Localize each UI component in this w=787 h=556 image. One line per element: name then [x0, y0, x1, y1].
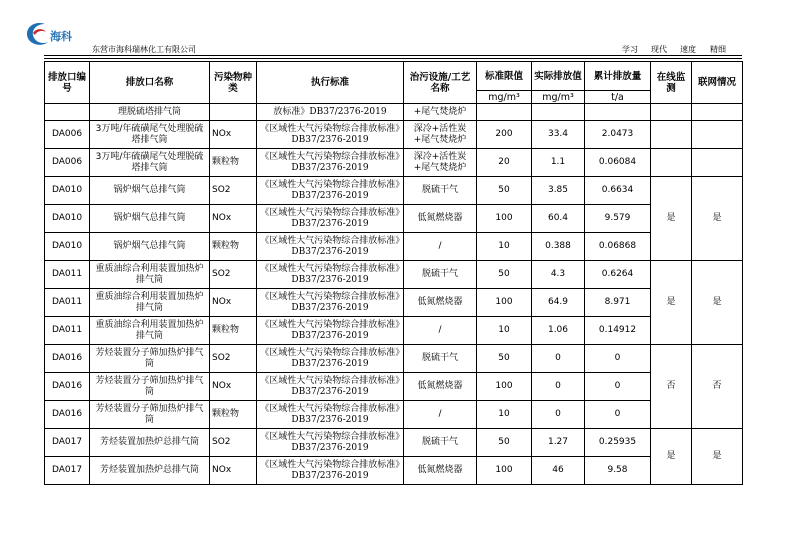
- cell-facility: 脱硫干气: [404, 345, 477, 373]
- cell-pollutant: SO2: [210, 261, 257, 289]
- cell-actual: 0.388: [532, 233, 585, 261]
- cell-name: 芳烃装置加热炉总排气筒: [90, 429, 210, 457]
- cell-actual: 0: [532, 373, 585, 401]
- cell-facility: 低氮燃烧器: [404, 205, 477, 233]
- table-row: [45, 345, 743, 373]
- cell-facility: /: [404, 233, 477, 261]
- cell-cumulative: 8.971: [585, 289, 651, 317]
- nav-item: 学习: [622, 45, 638, 54]
- cell-pollutant: 颗粒物: [210, 149, 257, 177]
- header-outlet-name: 排放口名称: [90, 62, 210, 104]
- table-row: [45, 149, 743, 177]
- unit-cumulative: t/a: [585, 91, 651, 104]
- header-pollutant: 污染物种类: [210, 62, 257, 104]
- cell-standard: 《区域性大气污染物综合排放标准》DB37/2376-2019: [257, 289, 404, 317]
- cell-cumulative: 9.58: [585, 457, 651, 485]
- cell-standard: 《区域性大气污染物综合排放标准》DB37/2376-2019: [257, 121, 404, 149]
- header-standard: 执行标准: [257, 62, 404, 104]
- cell-no: DA006: [45, 121, 90, 149]
- cell-name: 重质油综合利用装置加热炉排气筒: [90, 317, 210, 345]
- cell-no: DA017: [45, 429, 90, 457]
- cell-limit: 50: [477, 261, 532, 289]
- cell-facility: 低氮燃烧器: [404, 457, 477, 485]
- cell-standard: 《区域性大气污染物综合排放标准》DB37/2376-2019: [257, 457, 404, 485]
- cell-facility: 深冷+活性炭+尾气焚烧炉: [404, 121, 477, 149]
- cell-no: DA011: [45, 289, 90, 317]
- table-row: [45, 104, 743, 121]
- table-row: [45, 177, 743, 205]
- cell-facility: 深冷+活性炭+尾气焚烧炉: [404, 149, 477, 177]
- header-rule: [44, 58, 742, 59]
- table-row: [45, 457, 743, 485]
- nav-item: 现代: [651, 45, 667, 54]
- cell-cumulative: 0.06868: [585, 233, 651, 261]
- cell-facility: 低氮燃烧器: [404, 289, 477, 317]
- cell-cumulative: 0.06084: [585, 149, 651, 177]
- cell-cumulative: 0.25935: [585, 429, 651, 457]
- unit-limit: mg/m³: [477, 91, 532, 104]
- cell-name: 锅炉烟气总排气筒: [90, 205, 210, 233]
- cell-actual: 1.27: [532, 429, 585, 457]
- header-limit: 标准限值: [477, 62, 532, 91]
- cell-limit: 50: [477, 345, 532, 373]
- cell-network: 是: [692, 261, 743, 345]
- header-rule: [44, 55, 742, 56]
- header-cumulative: 累计排放量: [585, 62, 651, 91]
- cell-pollutant: SO2: [210, 177, 257, 205]
- cell-standard: 《区域性大气污染物综合排放标准》DB37/2376-2019: [257, 317, 404, 345]
- cell-actual: 64.9: [532, 289, 585, 317]
- cell-actual: 0: [532, 401, 585, 429]
- table-row: [45, 317, 743, 345]
- cell-standard: 《区域性大气污染物综合排放标准》DB37/2376-2019: [257, 345, 404, 373]
- cell-standard: 《区域性大气污染物综合排放标准》DB37/2376-2019: [257, 401, 404, 429]
- cell-facility: /: [404, 401, 477, 429]
- cell-cumulative: 9.579: [585, 205, 651, 233]
- header-facility: 治污设施/工艺名称: [404, 62, 477, 104]
- cell-name: 理脱硫塔排气筒: [90, 104, 210, 121]
- cell-pollutant: NOx: [210, 205, 257, 233]
- header-online: 在线监测: [651, 62, 692, 104]
- header-network: 联网情况: [692, 62, 743, 104]
- cell-standard: 放标准》DB37/2376-2019: [257, 104, 404, 121]
- header-actual: 实际排放值: [532, 62, 585, 91]
- cell-no: DA016: [45, 373, 90, 401]
- cell-cumulative: 0.14912: [585, 317, 651, 345]
- cell-no: DA011: [45, 317, 90, 345]
- cell-actual: 1.1: [532, 149, 585, 177]
- cell-limit: 20: [477, 149, 532, 177]
- cell-limit: 100: [477, 457, 532, 485]
- table-row: [45, 289, 743, 317]
- cell-name: 芳烃装置加热炉总排气筒: [90, 457, 210, 485]
- table-row: [45, 401, 743, 429]
- cell-no: DA011: [45, 261, 90, 289]
- cell-facility: 脱硫干气: [404, 177, 477, 205]
- cell-pollutant: NOx: [210, 121, 257, 149]
- cell-online: 是: [651, 429, 692, 485]
- cell-standard: 《区域性大气污染物综合排放标准》DB37/2376-2019: [257, 429, 404, 457]
- cell-cumulative: 0.6264: [585, 261, 651, 289]
- cell-limit: 50: [477, 429, 532, 457]
- cell-no: DA016: [45, 401, 90, 429]
- cell-name: 重质油综合利用装置加热炉排气筒: [90, 289, 210, 317]
- cell-name: 锅炉烟气总排气筒: [90, 233, 210, 261]
- cell-limit: 50: [477, 177, 532, 205]
- header-outlet-no: 排放口编号: [45, 62, 90, 104]
- cell-standard: 《区域性大气污染物综合排放标准》DB37/2376-2019: [257, 233, 404, 261]
- cell-limit: 100: [477, 373, 532, 401]
- cell-facility: 脱硫干气: [404, 429, 477, 457]
- company-name: 东营市海科瑞林化工有限公司: [92, 45, 196, 54]
- cell-standard: 《区域性大气污染物综合排放标准》DB37/2376-2019: [257, 149, 404, 177]
- cell-limit: 10: [477, 401, 532, 429]
- cell-limit: 10: [477, 233, 532, 261]
- cell-pollutant: SO2: [210, 345, 257, 373]
- cell-no: DA010: [45, 233, 90, 261]
- cell-name: 芳烃装置分子筛加热炉排气筒: [90, 345, 210, 373]
- emission-table: [44, 61, 743, 485]
- cell-network: 是: [692, 177, 743, 261]
- cell-no: DA017: [45, 457, 90, 485]
- cell-actual: 3.85: [532, 177, 585, 205]
- cell-limit: 10: [477, 317, 532, 345]
- table-row: [45, 205, 743, 233]
- cell-name: 3万吨/年硫磺尾气处理脱硫塔排气筒: [90, 149, 210, 177]
- cell-name: 重质油综合利用装置加热炉排气筒: [90, 261, 210, 289]
- cell-online: 否: [651, 345, 692, 429]
- cell-actual: 0: [532, 345, 585, 373]
- cell-actual: 33.4: [532, 121, 585, 149]
- cell-network: 是: [692, 429, 743, 485]
- cell-no: DA010: [45, 205, 90, 233]
- cell-facility: +尾气焚烧炉: [404, 104, 477, 121]
- cell-limit: 200: [477, 121, 532, 149]
- cell-limit: 100: [477, 289, 532, 317]
- cell-actual: 46: [532, 457, 585, 485]
- cell-cumulative: 0: [585, 373, 651, 401]
- cell-pollutant: 颗粒物: [210, 233, 257, 261]
- table-row: [45, 429, 743, 457]
- cell-facility: 低氮燃烧器: [404, 373, 477, 401]
- table-row: [45, 373, 743, 401]
- company-logo: [24, 20, 82, 48]
- cell-network: 否: [692, 345, 743, 429]
- nav-item: 精细: [710, 45, 726, 54]
- cell-name: 锅炉烟气总排气筒: [90, 177, 210, 205]
- nav-item: 速度: [680, 45, 696, 54]
- cell-pollutant: NOx: [210, 457, 257, 485]
- cell-cumulative: 0: [585, 401, 651, 429]
- cell-no: DA006: [45, 149, 90, 177]
- cell-standard: 《区域性大气污染物综合排放标准》DB37/2376-2019: [257, 373, 404, 401]
- cell-name: 3万吨/年硫磺尾气处理脱硫塔排气筒: [90, 121, 210, 149]
- unit-actual: mg/m³: [532, 91, 585, 104]
- cell-no: DA010: [45, 177, 90, 205]
- cell-actual: 4.3: [532, 261, 585, 289]
- cell-pollutant: 颗粒物: [210, 317, 257, 345]
- cell-facility: /: [404, 317, 477, 345]
- cell-cumulative: 2.0473: [585, 121, 651, 149]
- cell-pollutant: NOx: [210, 373, 257, 401]
- cell-standard: 《区域性大气污染物综合排放标准》DB37/2376-2019: [257, 205, 404, 233]
- cell-name: 芳烃装置分子筛加热炉排气筒: [90, 373, 210, 401]
- cell-cumulative: 0.6634: [585, 177, 651, 205]
- table-row: [45, 261, 743, 289]
- cell-no: DA016: [45, 345, 90, 373]
- cell-pollutant: SO2: [210, 429, 257, 457]
- table-row: [45, 121, 743, 149]
- cell-name: 芳烃装置分子筛加热炉排气筒: [90, 401, 210, 429]
- table-row: [45, 233, 743, 261]
- cell-pollutant: NOx: [210, 289, 257, 317]
- cell-cumulative: 0: [585, 345, 651, 373]
- cell-actual: 1.06: [532, 317, 585, 345]
- logo-text: 海科: [50, 30, 72, 43]
- cell-pollutant: 颗粒物: [210, 401, 257, 429]
- cell-online: 是: [651, 177, 692, 261]
- cell-standard: 《区域性大气污染物综合排放标准》DB37/2376-2019: [257, 177, 404, 205]
- cell-standard: 《区域性大气污染物综合排放标准》DB37/2376-2019: [257, 261, 404, 289]
- cell-online: 是: [651, 261, 692, 345]
- cell-actual: 60.4: [532, 205, 585, 233]
- cell-facility: 脱硫干气: [404, 261, 477, 289]
- cell-limit: 100: [477, 205, 532, 233]
